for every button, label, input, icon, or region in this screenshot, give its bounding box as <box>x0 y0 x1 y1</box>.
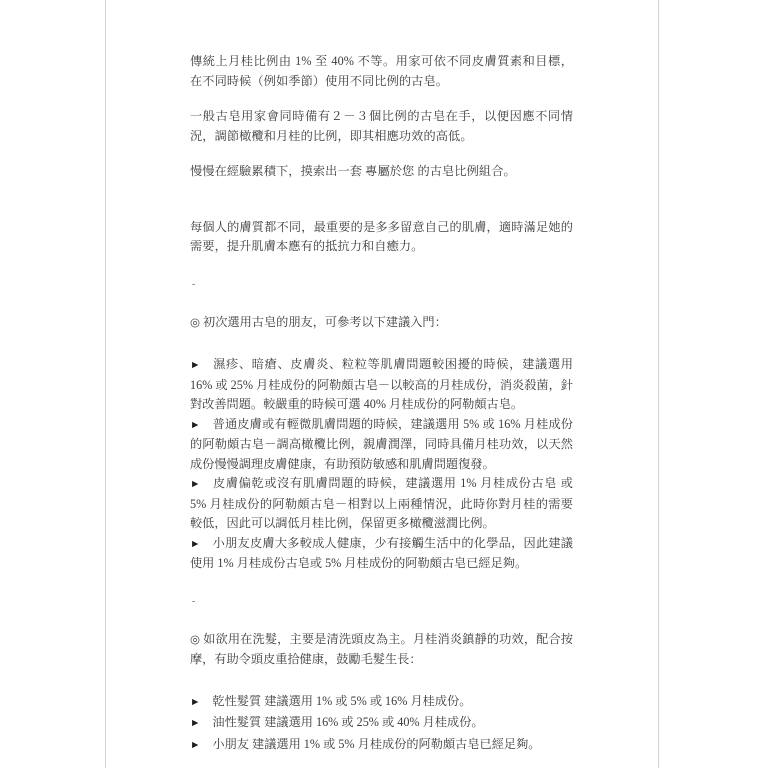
list-item-text: 油性髮質 建議選用 16% 或 25% 或 40% 月桂成份。 <box>212 715 484 729</box>
section-one-heading-text: 初次選用古皂的朋友，可參考以下建議入門： <box>203 314 447 329</box>
triangle-bullet-icon: ► <box>190 718 201 729</box>
double-circle-icon: ◎ <box>190 633 201 646</box>
section-gap-1 <box>190 182 573 218</box>
paragraph-multiple-soaps: 一般古皂用家會同時備有２－３個比例的古皂在手，以便因應不同情況，調節橄欖和月桂的比例，即其相應功效的高低。 <box>190 109 573 143</box>
section-gap-5 <box>190 574 573 596</box>
list-item <box>190 474 573 534</box>
triangle-bullet-icon: ► <box>190 538 201 550</box>
document-body <box>190 52 573 756</box>
list-item <box>190 534 573 574</box>
list-item <box>190 692 573 713</box>
triangle-bullet-icon: ► <box>190 696 201 708</box>
section-gap-4 <box>190 333 573 355</box>
list-item-text: 乾性髮質 建議選用 1% 或 5% 或 16% 月桂成份。 <box>212 693 472 708</box>
triangle-bullet-icon: ► <box>190 739 201 751</box>
list-item-text: 小朋友皮膚大多較成人健康，少有接觸生活中的化學品，因此建議使用 1% 月桂成份古皂或 5% 月桂成份的阿勒頗古皂已經足夠。 <box>190 535 573 570</box>
section-two-bullet-list <box>190 692 573 756</box>
list-item <box>190 415 573 475</box>
list-item <box>190 735 573 756</box>
section-gap-6 <box>190 608 573 630</box>
double-circle-icon: ◎ <box>190 316 201 329</box>
list-item-text: 小朋友 建議選用 1% 或 5% 月桂成份的阿勒頗古皂已經足夠。 <box>212 736 541 751</box>
paragraph-personal-combination: 慢慢在經驗累積下，摸索出一套 專屬於您 的古皂比例組合。 <box>190 164 516 178</box>
section-two-heading <box>190 630 573 670</box>
triangle-bullet-icon: ► <box>190 419 201 431</box>
section-gap-3 <box>190 291 573 313</box>
triangle-bullet-icon: ► <box>190 360 201 371</box>
divider-dash-1: - <box>192 278 196 290</box>
list-item-text: 普通皮膚或有輕微肌膚問題的時候，建議選用 5% 或 16% 月桂成份的阿勒頗古皂－調高橄欖比例，親膚潤澤，同時具備月桂功效，以天然成份慢慢調理皮膚健康，有助預防敏感和肌膚問題復發。 <box>190 416 573 471</box>
document-page <box>105 0 659 768</box>
section-one-heading <box>190 313 573 334</box>
section-gap-2 <box>190 257 573 279</box>
list-item-text: 濕疹、暗瘡、皮膚炎、粒粒等肌膚問題較困擾的時候，建議選用 16% 或 25% 月桂成份的阿勒頗古皂－以較高的月桂成份，消炎殺菌，針對改善問題。較嚴重的時候可選 40% 月桂成份的阿勒頗古皂。 <box>190 357 573 411</box>
section-gap-7 <box>190 670 573 692</box>
list-item-text: 皮膚偏乾或沒有肌膚問題的時候，建議選用 1% 月桂成份古皂 或 5% 月桂成份的阿勒頗古皂－相對以上兩種情況，此時你對月桂的需要較低，因此可以調低月桂比例，保留更多橄欖滋潤比例。 <box>190 476 573 530</box>
divider-dash-2: - <box>192 595 196 607</box>
list-item <box>190 713 573 734</box>
paragraph-ratio-range: 傳統上月桂比例由 1% 至 40% 不等。用家可依不同皮膚質素和目標，在不同時候（例如季節）使用不同比例的古皂。 <box>190 54 573 88</box>
section-one-bullet-list <box>190 355 573 574</box>
paragraph-skin-individuality: 每個人的膚質都不同，最重要的是多多留意自己的肌膚，適時滿足她的需要，提升肌膚本應有的抵抗力和自癒力。 <box>190 219 573 253</box>
list-item <box>190 355 573 415</box>
section-two-heading-text: 如欲用在洗髮，主要是清洗頭皮為主。月桂消炎鎮靜的功效，配合按摩，有助令頭皮重拾健康，鼓勵毛髮生長： <box>190 631 573 666</box>
triangle-bullet-icon: ► <box>190 479 201 490</box>
